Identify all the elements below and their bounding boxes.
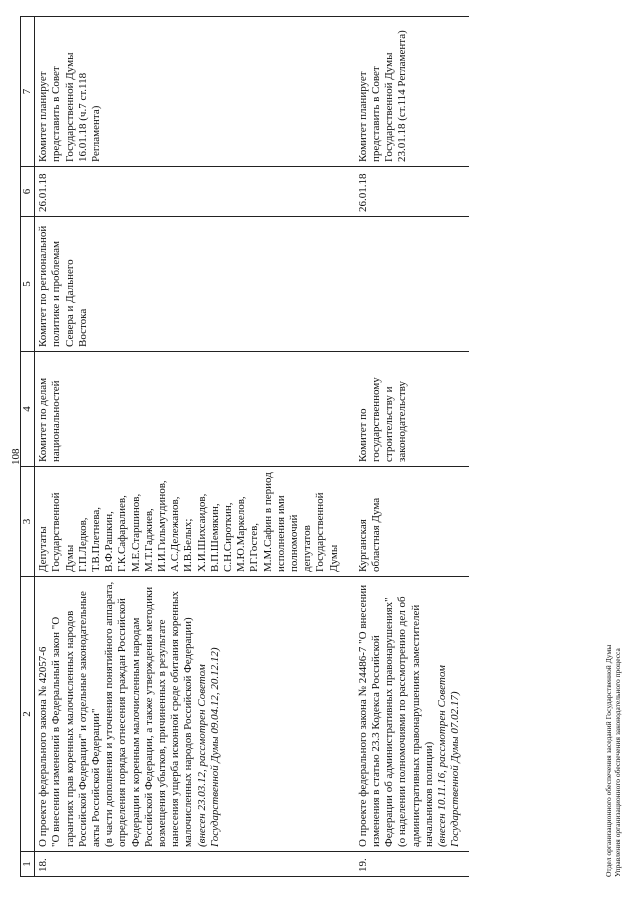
responsible-committee: Комитет по делам национальностей bbox=[35, 352, 347, 467]
column-header: 2 bbox=[21, 577, 35, 852]
initiator-line: Г.П.Ледков, Т.В.Плетнева, В.Ф.Рашкин, Г.К.Сафаралиев, М.Е.Старшинов, М.Т.Гаджиев, И.И.Гильмутдинов, А.С.Дележанов, И.В.Белых; Х.И.Шихсаидов, В.П.Шемякин, С.Н.Сироткин, М.Ю.Маркелов, Р.Г.Гостев, М.М.Сафин в период исполнения ими полномочий депутатов Государственной Думы bbox=[76, 472, 340, 572]
responsible-committee: Комитет по государственному строительству и законодательству bbox=[347, 352, 469, 467]
co-executor-committee: Комитет по региональной политике и проблемам Севера и Дальнего Востока bbox=[35, 217, 347, 352]
note: Комитет планирует представить в Совет Государственной Думы 23.01.18 (ст.114 Регламента) bbox=[347, 17, 469, 167]
initiator bbox=[35, 467, 347, 577]
date: 26.01.18 bbox=[347, 167, 469, 217]
row-number: 18. bbox=[35, 852, 347, 877]
initiator-line: Депутаты Государственной Думы bbox=[37, 492, 76, 572]
description-scope: (о наделении полномочиями по рассмотрению дел об административных правонарушениях заместителей начальников полиции) bbox=[396, 596, 435, 847]
description-title: О проекте федерального закона № 24486-7 "О внесении изменения в статью 23.3 Кодекса Российской Федерации об административных правонарушениях" bbox=[356, 584, 396, 847]
initiator-line: Курганская областная Дума bbox=[356, 497, 383, 572]
column-header: 4 bbox=[21, 352, 35, 467]
description-history: (внесен 10.11.16, рассмотрен Советом Государственной Думы 07.02.17) bbox=[436, 665, 462, 847]
footer-line: Отдел организационного обеспечения заседаний Государственной Думы bbox=[604, 644, 613, 877]
column-header: 6 bbox=[21, 167, 35, 217]
bill-description bbox=[347, 577, 469, 852]
column-header: 1 bbox=[21, 852, 35, 877]
footer bbox=[604, 645, 622, 877]
column-header: 3 bbox=[21, 467, 35, 577]
column-header: 7 bbox=[21, 17, 35, 167]
column-header: 5 bbox=[21, 217, 35, 352]
initiator bbox=[347, 467, 469, 577]
bills-table bbox=[20, 16, 469, 877]
page-number: 108 bbox=[10, 448, 22, 465]
description-history: (внесен 23.03.12, рассмотрен Советом Государственной Думы 09.04.12, 20.12.12) bbox=[195, 647, 221, 847]
description-title: О проекте федерального закона № 42057-6 bbox=[37, 646, 50, 847]
column-number-row bbox=[21, 17, 35, 877]
table-row bbox=[347, 17, 469, 877]
date: 26.01.18 bbox=[35, 167, 347, 217]
description-name: "О внесении изменений в Федеральный закон "О гарантиях прав коренных малочисленных народов Российской Федерации" и отдельные законодательные акты Российской Федерации" bbox=[50, 591, 103, 847]
co-executor-committee bbox=[347, 217, 469, 352]
footer-line: Управления организационного обеспечения законодательного процесса bbox=[613, 648, 622, 877]
row-number: 19. bbox=[347, 852, 469, 877]
note: Комитет планирует представить в Совет Государственной Думы 16.01.18 (ч.7 ст.118 Регламента) bbox=[35, 17, 347, 167]
bill-description bbox=[35, 577, 347, 852]
description-scope: (в части дополнения и уточнения понятийного аппарата, определения порядка отнесения граждан Российской Федерации к коренным малочисленным народам Российской Федерации, а также утверждения методики возмещения убытков, причиненных в результате нанесения ущерба исконной среде обитания коренных малочисленных народов Российской Федерации) bbox=[103, 581, 195, 847]
table-row bbox=[35, 17, 347, 877]
